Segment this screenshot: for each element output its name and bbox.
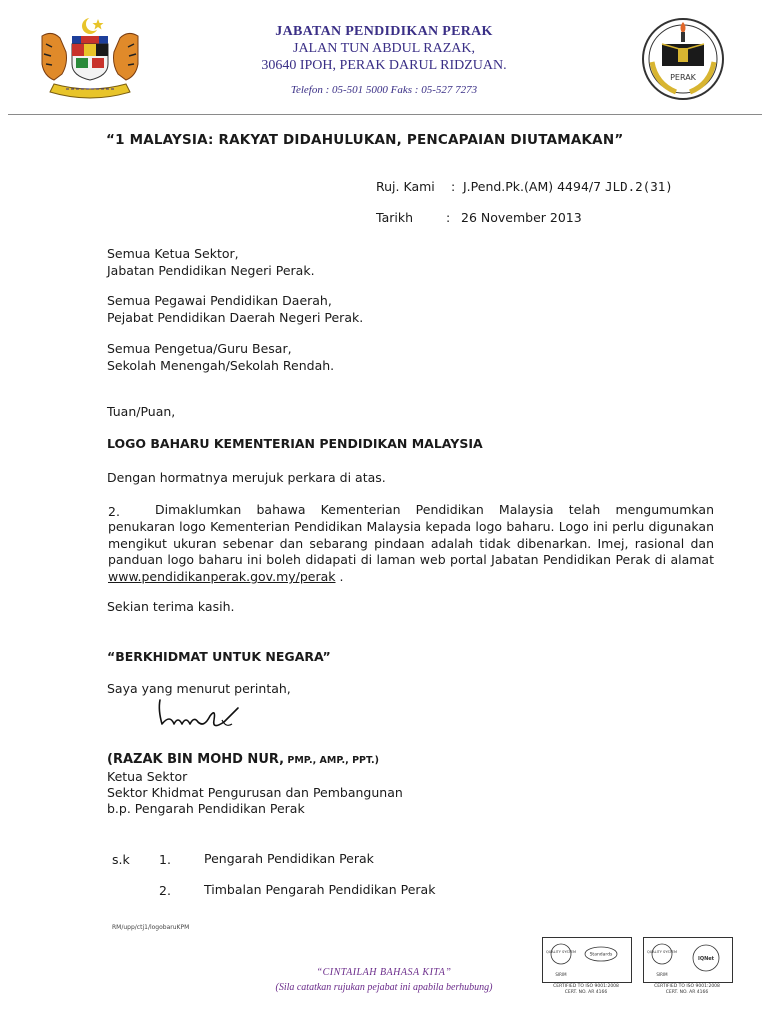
cc-item-number: 2. bbox=[159, 883, 171, 898]
salutation: Tuan/Puan, bbox=[107, 404, 176, 419]
cc-item-text: Timbalan Pengarah Pendidikan Perak bbox=[204, 882, 436, 897]
date-label: Tarikh bbox=[376, 210, 413, 225]
org-name: JABATAN PENDIDIKAN PERAK bbox=[275, 24, 493, 39]
slogan: “1 MALAYSIA: RAKYAT DIDAHULUKAN, PENCAPAIAN DIUTAMAKAN” bbox=[106, 132, 624, 148]
ref-colon: : bbox=[451, 179, 456, 194]
cert-caption: CERTIFIED TO ISO 9001:2008 CERT. NO. AR 4166 bbox=[553, 984, 619, 995]
header-divider bbox=[8, 114, 762, 115]
recipient-2: Semua Pegawai Pendidikan Daerah, Pejabat Pendidikan Daerah Negeri Perak. bbox=[107, 293, 364, 325]
closing-line: Sekian terima kasih. bbox=[107, 599, 235, 614]
intro-paragraph: Dengan hormatnya merujuk perkara di atas. bbox=[107, 470, 386, 485]
iso-certification-badge bbox=[542, 937, 632, 983]
address-line-1: JALAN TUN ABDUL RAZAK, bbox=[293, 41, 475, 56]
svg-text:PERAK: PERAK bbox=[670, 73, 696, 82]
handwritten-signature bbox=[150, 694, 260, 746]
cc-label: s.k bbox=[112, 852, 130, 867]
ref-suffix: JLD.2(31) bbox=[605, 179, 673, 194]
address-line-2: 30640 IPOH, PERAK DARUL RIDZUAN. bbox=[261, 58, 507, 73]
body-paragraph-2: Dimaklumkan bahawa Kementerian Pendidikan Malaysia telah mengumumkan penukaran logo Kementerian Pendidikan Malaysia kepada logo baharu. Logo ini perlu digunakan mengikut ukuran sebenar dan sebarang pindaan adalah tidak dibenarkan. Imej, rasional dan panduan logo baharu ini boleh didapati di laman web portal Jabatan Pendidikan Perak di alamat www.pendidikanperak.gov.my/perak . bbox=[108, 502, 714, 585]
svg-text:SIRIM: SIRIM bbox=[656, 972, 668, 977]
iqnet-certification-badge bbox=[643, 937, 733, 983]
footer-motto: “CINTAILAH BAHASA KITA” bbox=[316, 967, 452, 978]
ref-value: J.Pend.Pk.(AM) 4494/7 JLD.2(31) bbox=[463, 179, 673, 194]
portal-link[interactable]: www.pendidikanperak.gov.my/perak bbox=[108, 569, 336, 585]
para-number: 2. bbox=[108, 504, 120, 519]
date-value: 26 November 2013 bbox=[461, 210, 582, 225]
footer-note: (Sila catatkan rujukan pejabat ini apabila berhubung) bbox=[275, 982, 493, 993]
date-colon: : bbox=[446, 210, 451, 225]
file-reference: RM/upp/ctj1/logobaruKPM bbox=[112, 924, 190, 931]
cc-item-text: Pengarah Pendidikan Perak bbox=[204, 851, 374, 866]
cc-item-number: 1. bbox=[159, 852, 171, 867]
contact-line: Telefon : 05-501 5000 Faks : 05-527 7273 bbox=[290, 84, 478, 96]
perak-emblem-logo bbox=[638, 14, 728, 104]
sign-off: Saya yang menurut perintah, bbox=[107, 681, 291, 696]
signatory-name: (RAZAK BIN MOHD NUR, PMP., AMP., PPT.) bbox=[107, 752, 379, 767]
signatory-position-3: b.p. Pengarah Pendidikan Perak bbox=[107, 801, 305, 816]
svg-text:QUALITY SYSTEM: QUALITY SYSTEM bbox=[545, 950, 577, 954]
signatory-position-2: Sektor Khidmat Pengurusan dan Pembangunan bbox=[107, 785, 403, 800]
recipient-3: Semua Pengetua/Guru Besar, Sekolah Menengah/Sekolah Rendah. bbox=[107, 341, 335, 373]
svg-text:SIRIM: SIRIM bbox=[555, 972, 567, 977]
svg-text:Standards: Standards bbox=[589, 952, 613, 958]
svg-text:QUALITY SYSTEM: QUALITY SYSTEM bbox=[646, 950, 678, 954]
ref-label: Ruj. Kami bbox=[376, 179, 435, 194]
motto: “BERKHIDMAT UNTUK NEGARA” bbox=[107, 649, 331, 664]
subject-heading: LOGO BAHARU KEMENTERIAN PENDIDIKAN MALAYSIA bbox=[107, 436, 483, 451]
svg-text:IQNet: IQNet bbox=[697, 956, 715, 962]
signatory-position-1: Ketua Sektor bbox=[107, 769, 188, 784]
cert-caption: CERTIFIED TO ISO 9001:2008 CERT. NO. AR 4166 bbox=[654, 984, 720, 995]
recipient-1: Semua Ketua Sektor, Jabatan Pendidikan Negeri Perak. bbox=[107, 246, 315, 278]
